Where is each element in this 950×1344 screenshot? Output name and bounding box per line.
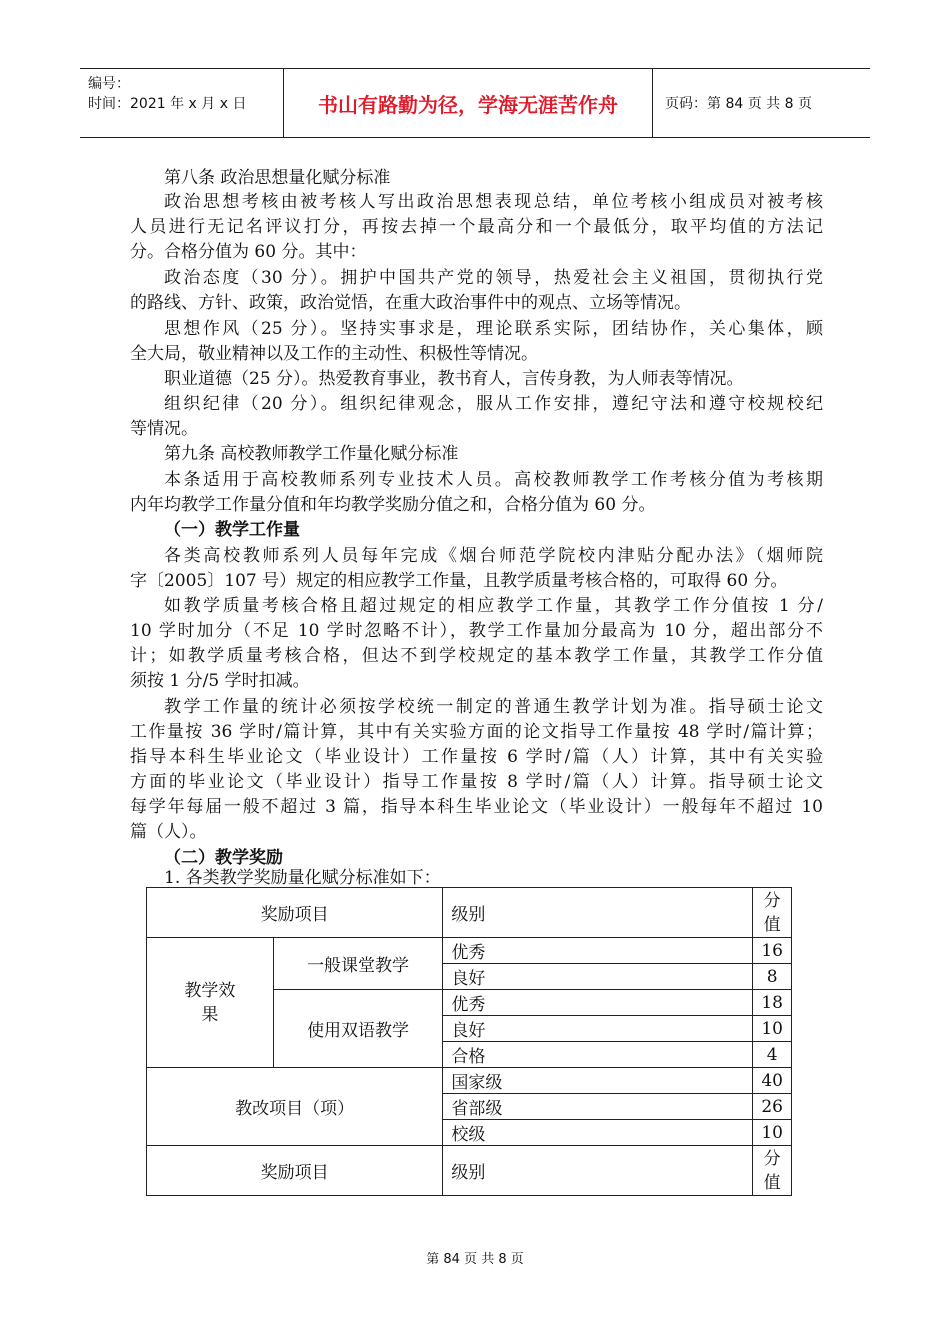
article-8-heading: 第八条 政治思想量化赋分标准 [164, 168, 391, 188]
header-page-number: 页码：第 84 页 共 8 页 [665, 96, 812, 112]
score-cell: 16 [753, 938, 792, 964]
level-cell: 校级 [443, 1120, 753, 1146]
paragraph-line: 教学工作量的统计必须按学校统一制定的普通生教学计划为准。指导硕士论文 [164, 697, 823, 717]
bilingual-teaching-cell: 使用双语教学 [273, 990, 443, 1068]
level-cell: 良好 [443, 1016, 753, 1042]
score-cell: 10 [753, 1016, 792, 1042]
score-cell: 8 [753, 964, 792, 990]
header-level-cell: 级别 [443, 888, 753, 938]
section-heading-workload: （一）教学工作量 [164, 520, 300, 540]
paragraph-line: 内年均教学工作量分值和年均教学奖励分值之和，合格分值为 60 分。 [130, 495, 656, 515]
paragraph-line: 指导本科生毕业论文（毕业设计）工作量按 6 学时/篇（人）计算，其中有关实验 [130, 747, 823, 767]
repeat-item-cell: 奖励项目 [147, 1146, 443, 1196]
paragraph-line: 政治态度（30 分）。拥护中国共产党的领导，热爱社会主义祖国，贯彻执行党 [164, 268, 823, 288]
paragraph-line: 政治思想考核由被考核人写出政治思想表现总结，单位考核小组成员对被考核 [164, 192, 823, 212]
paragraph-line: 方面的毕业论文（毕业设计）指导工作量按 8 学时/篇（人）计算。指导硕士论文 [130, 772, 823, 792]
paragraph-line: 思想作风（25 分）。坚持实事求是，理论联系实际，团结协作，关心集体，顾 [164, 319, 823, 339]
paragraph-line: 如教学质量考核合格且超过规定的相应教学工作量，其教学工作分值按 1 分/ [164, 596, 823, 616]
level-cell: 国家级 [443, 1068, 753, 1094]
table-row [147, 938, 792, 964]
paragraph-line: 本条适用于高校教师系列专业技术人员。高校教师教学工作考核分值为考核期 [164, 470, 823, 490]
paragraph-line: 职业道德（25 分）。热爱教育事业，教书育人，言传身教，为人师表等情况。 [164, 369, 744, 389]
table-header-row [147, 888, 792, 938]
date-label: 时间：2021 年 x 月 x 日 [88, 96, 247, 112]
table-row [147, 1068, 792, 1094]
page-footer: 第 84 页 共 8 页 [426, 1252, 524, 1267]
article-9-heading: 第九条 高校教师教学工作量化赋分标准 [164, 444, 459, 464]
score-cell: 18 [753, 990, 792, 1016]
level-cell: 合格 [443, 1042, 753, 1068]
serial-label: 编号： [88, 76, 130, 92]
paragraph-line: 10 学时加分（不足 10 学时忽略不计），教学工作量加分最高为 10 分，超出部分不 [130, 621, 823, 641]
table-repeat-header-row [147, 1146, 792, 1196]
page-header [80, 68, 870, 138]
score-cell: 4 [753, 1042, 792, 1068]
repeat-level-cell: 级别 [443, 1146, 753, 1196]
level-cell: 良好 [443, 964, 753, 990]
paragraph-line: 的路线、方针、政策，政治觉悟，在重大政治事件中的观点、立场等情况。 [130, 293, 691, 313]
paragraph-line: 分。合格分值为 60 分。其中： [130, 242, 367, 262]
paragraph-line: 各类高校教师系列人员每年完成《烟台师范学院校内津贴分配办法》（烟师院 [164, 546, 823, 566]
award-score-table [146, 887, 792, 1196]
reform-project-cell: 教改项目（项） [147, 1068, 443, 1146]
level-cell: 省部级 [443, 1094, 753, 1120]
paragraph-line: 篇（人）。 [130, 822, 207, 842]
paragraph-line: 人员进行无记名评议打分，再按去掉一个最高分和一个最低分，取平均值的方法记 [130, 217, 823, 237]
header-motto: 书山有路勤为径，学海无涯苦作舟 [284, 69, 653, 137]
score-cell: 10 [753, 1120, 792, 1146]
table-intro: 1. 各类教学奖励量化赋分标准如下： [164, 868, 441, 888]
score-cell: 40 [753, 1068, 792, 1094]
header-item-cell: 奖励项目 [147, 888, 443, 938]
paragraph-line: 工作量按 36 学时/篇计算，其中有关实验方面的论文指导工作量按 48 学时/篇计算； [130, 722, 823, 742]
paragraph-line: 每学年每届一般不超过 3 篇，指导本科生毕业论文（毕业设计）一般每年不超过 10 [130, 797, 823, 817]
level-cell: 优秀 [443, 938, 753, 964]
section-heading-awards: （二）教学奖励 [164, 848, 283, 868]
paragraph-line: 计；如教学质量考核合格，但达不到学校规定的基本教学工作量，其教学工作分值 [130, 646, 823, 666]
regular-teaching-cell: 一般课堂教学 [273, 938, 443, 990]
paragraph-line: 须按 1 分/5 学时扣减。 [130, 671, 310, 691]
header-score-cell: 分值 [753, 888, 792, 938]
paragraph-line: 全大局，敬业精神以及工作的主动性、积极性等情况。 [130, 344, 538, 364]
score-cell: 26 [753, 1094, 792, 1120]
header-meta [80, 69, 284, 137]
paragraph-line: 字〔2005〕107 号）规定的相应教学工作量，且教学质量考核合格的，可取得 60 分。 [130, 571, 788, 591]
paragraph-line: 组织纪律（20 分）。组织纪律观念，服从工作安排，遵纪守法和遵守校规校纪 [164, 394, 823, 414]
repeat-score-cell: 分值 [753, 1146, 792, 1196]
teaching-effect-cell: 教学效果 [147, 938, 274, 1068]
level-cell: 优秀 [443, 990, 753, 1016]
paragraph-line: 等情况。 [130, 419, 198, 439]
